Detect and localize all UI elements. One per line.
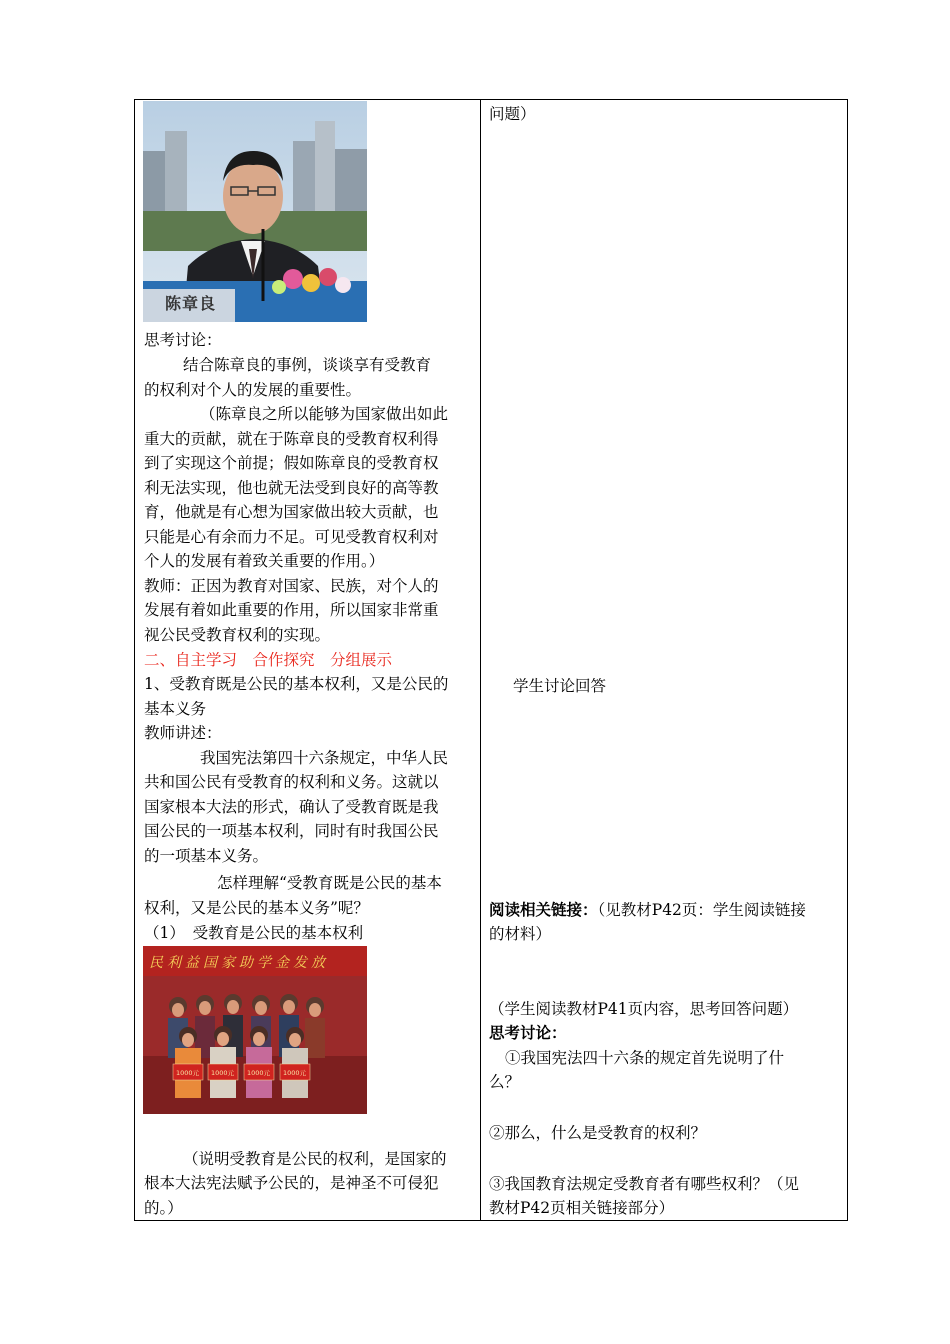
lecture-line: 的一项基本义务。 [144, 847, 269, 865]
top-fragment: 问题） [489, 105, 536, 123]
column-divider [480, 100, 481, 1220]
item1-line: 基本义务 [144, 700, 207, 718]
lecture-line: 国家根本大法的形式，确认了受教育既是我 [144, 798, 439, 816]
answer-line: 育，他就是有心想为国家做出较大贡献，也 [144, 503, 439, 521]
reading-label: 阅读相关链接： [489, 900, 598, 919]
answer-line: 到了实现这个前提；假如陈章良的受教育权 [144, 454, 439, 472]
reading-line [489, 898, 806, 922]
read-task: （学生阅读教材P41页内容，思考回答问题） [489, 1000, 799, 1018]
reading-rest: （见教材P42页：学生阅读链接 [597, 901, 806, 919]
lecture-line: 我国宪法第四十六条规定，中华人民 [200, 749, 449, 767]
portrait-image [143, 101, 367, 322]
scholarship-group-photo [143, 946, 367, 1114]
banner-text: 民利益国家助学金发放 [149, 955, 329, 971]
section-heading: 二、自主学习 合作探究 分组展示 [144, 651, 393, 669]
question-2: ②那么，什么是受教育的权利？ [489, 1124, 707, 1142]
sign-number: 1000元 [176, 1069, 200, 1077]
photo-caption: 陈章良 [165, 294, 217, 313]
sign-number: 1000元 [283, 1069, 307, 1077]
discussion-question-line: 的权利对个人的发展的重要性。 [144, 381, 362, 399]
how-line: 怎样理解“受教育既是公民的基本 [217, 874, 442, 892]
note-line: 根本大法宪法赋予公民的，是神圣不可侵犯 [144, 1174, 439, 1192]
answer-line: 只能是心有余而力不足。可见受教育权利对 [144, 528, 439, 546]
item1-line: 1、受教育既是公民的基本权利，又是公民的 [144, 675, 449, 693]
chen-zhangliang-photo [143, 101, 367, 322]
teacher-line: 教师：正因为教育对国家、民族，对个人的 [144, 577, 439, 595]
answer-line: 利无法实现，他也就无法受到良好的高等教 [144, 479, 439, 497]
answer-line: （陈章良之所以能够为国家做出如此 [200, 405, 449, 423]
note-line: （说明受教育是公民的权利，是国家的 [183, 1150, 447, 1168]
teacher-line: 视公民受教育权利的实现。 [144, 626, 331, 644]
answer-line: 重大的贡献，就在于陈章良的受教育权利得 [144, 430, 439, 448]
question-3-line: ③我国教育法规定受教育者有哪些权利？（见 [489, 1175, 800, 1193]
subheading-1: （1） 受教育是公民的基本权利 [144, 924, 364, 942]
discussion-question-line: 结合陈章良的事例，谈谈享有受教育 [183, 356, 432, 374]
lesson-table [134, 99, 848, 1221]
reading-line-2: 的材料） [489, 925, 552, 943]
discussion-answer: 学生讨论回答 [513, 677, 607, 695]
question-1-line: 么？ [489, 1073, 521, 1091]
lecture-line: 国公民的一项基本权利，同时有时我国公民 [144, 822, 439, 840]
question-3-line: 教材P42页相关链接部分） [489, 1199, 675, 1217]
sign-number: 1000元 [247, 1069, 271, 1077]
how-line: 权利，又是公民的基本义务”呢？ [144, 899, 369, 917]
teacher-line: 发展有着如此重要的作用，所以国家非常重 [144, 601, 439, 619]
lecture-label: 教师讲述： [144, 724, 222, 742]
sign-number: 1000元 [211, 1069, 235, 1077]
note-line: 的。） [144, 1199, 183, 1217]
question-1-line: ①我国宪法四十六条的规定首先说明了什 [505, 1049, 785, 1067]
lecture-line: 共和国公民有受教育的权利和义务。这就以 [144, 773, 439, 791]
right-discussion-label: 思考讨论： [489, 1023, 567, 1042]
answer-line: 个人的发展有着致关重要的作用。） [144, 552, 385, 570]
discussion-label: 思考讨论： [144, 331, 222, 349]
